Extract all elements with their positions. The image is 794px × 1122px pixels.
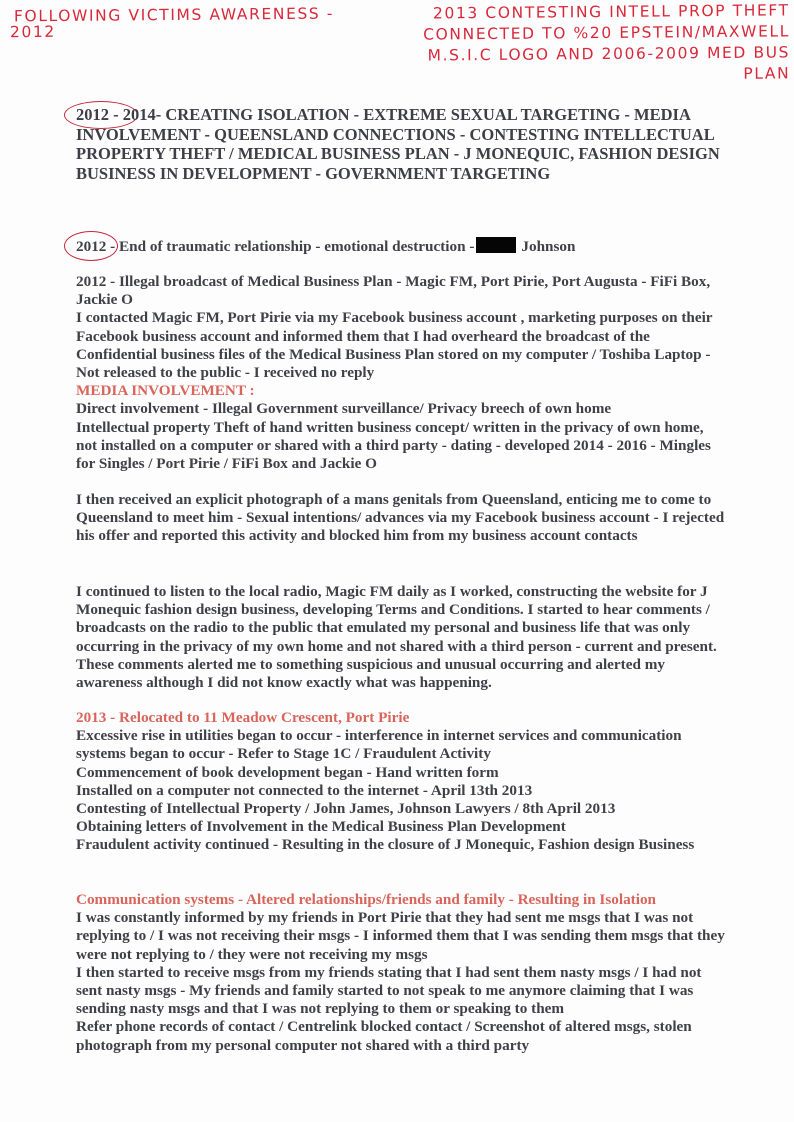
relocated-line: Commencement of book development began - Hand written form: [76, 763, 499, 781]
entry-name: Johnson: [521, 238, 576, 255]
relocated-line: Obtaining letters of Involvement in the Medical Business Plan Development: [76, 818, 566, 836]
relocated-section: [76, 709, 726, 855]
handwritten-note: 2013 CONTESTING INTELL PROP THEFT CONNECTED TO %20 EPSTEIN/MAXWELL M.S.I.C LOGO AND 2006-2009 MED BUS PLAN: [423, 1, 791, 83]
radio-paragraph: I continued to listen to the local radio, Magic FM daily as I worked, constructing the website for J Monequic fashion design business, developing Terms and Conditions. I started to hear comments / broadcasts on the radio to the public that emulated my personal and business life that was only occurring in the privacy of my own home and not shared with a third person - current and present. These comments alerted me to something suspicious and unusual occurring and alerted my awareness although I did not know exactly what was happening.: [76, 583, 717, 692]
handwritten-year: 2012: [9, 22, 56, 42]
section-heading: [76, 105, 736, 183]
broadcast-line: 2012 - Illegal broadcast of Medical Business Plan - Magic FM, Port Pirie, Port Augusta - FiFi Box, Jackie O: [76, 273, 711, 309]
communication-line: I was constantly informed by my friends in Port Pirie that they had sent me msgs that I was not replying to / I was not receiving their msgs - I informed them that I was sending them msgs that they were not replying to / they were not receiving my msgs: [76, 909, 725, 963]
entry-year: 2012: [76, 238, 107, 255]
communication-title: Communication systems - Altered relationships/friends and family - Resulting in Isolation: [76, 891, 656, 908]
queensland-paragraph: I then received an explicit photograph of a mans genitals from Queensland, enticing me to come to Queensland to meet him - Sexual intentions/ advances via my Facebook business account - I rejected his offer and reported this activity and blocked him from my business account contacts: [76, 491, 725, 545]
communication-line: Refer phone records of contact / Centrelink blocked contact / Screenshot of altered msgs, stolen photograph from my personal computer not shared with a third party: [76, 1018, 692, 1054]
entry-2012: [76, 237, 726, 256]
contact-paragraph: I contacted Magic FM, Port Pirie via my Facebook business account , marketing purposes on their Facebook business account and informed them that I had overheard the broadcast of the Confidential business files of the Medical Business Plan stored on my computer / Toshiba Laptop - Not released to the public - I received no reply: [76, 309, 713, 382]
communication-line: I then started to receive msgs from my friends stating that I had sent them nasty msgs / I had not sent nasty msgs - My friends and family started to not speak to me anymore claiming that I was sending nasty msgs and that I was not replying to them or speaking to them: [76, 963, 702, 1018]
media-title: MEDIA INVOLVEMENT :: [76, 382, 255, 400]
relocated-title: 2013 - Relocated to 11 Meadow Crescent, Port Pirie: [76, 709, 410, 726]
relocated-line: Fraudulent activity continued - Resulting in the closure of J Monequic, Fashion design Business: [76, 836, 695, 854]
media-line-1: Direct involvement - Illegal Government surveillance/ Privacy breech of own home: [76, 400, 612, 418]
heading-years: 2012 - 2014: [76, 105, 156, 124]
relocated-line: Installed on a computer not connected to the internet - April 13th 2013: [76, 781, 533, 799]
handwritten-title: FOLLOWING VICTIMS AWARENESS -: [13, 4, 335, 26]
broadcast-block: [76, 273, 726, 473]
media-line-2: Intellectual property Theft of hand written business concept/ written in the privacy of own home, not installed on a computer or shared with a third party - dating - developed 2014 - 2016 - Mingles for Singles / Port Pirie / FiFi Box and Jackie O: [76, 418, 711, 473]
relocated-line: Excessive rise in utilities began to occur - interference in internet services and communication systems began to occur - Refer to Stage 1C / Fraudulent Activity: [76, 727, 682, 763]
redaction-block: [476, 237, 516, 253]
entry-text: - End of traumatic relationship - emotional destruction -: [110, 238, 475, 255]
heading-text: - CREATING ISOLATION - EXTREME SEXUAL TARGETING - MEDIA INVOLVEMENT - QUEENSLAND CONNECTIONS - CONTESTING INTELLECTUAL PROPERTY THEFT / MEDICAL BUSINESS PLAN - J MONEQUIC, FASHION DESIGN BUSINESS IN DEVELOPMENT - GOVERNMENT TARGETING: [76, 105, 720, 183]
communication-section: [76, 891, 726, 1055]
relocated-line: Contesting of Intellectual Property / John James, Johnson Lawyers / 8th April 2013: [76, 800, 616, 818]
